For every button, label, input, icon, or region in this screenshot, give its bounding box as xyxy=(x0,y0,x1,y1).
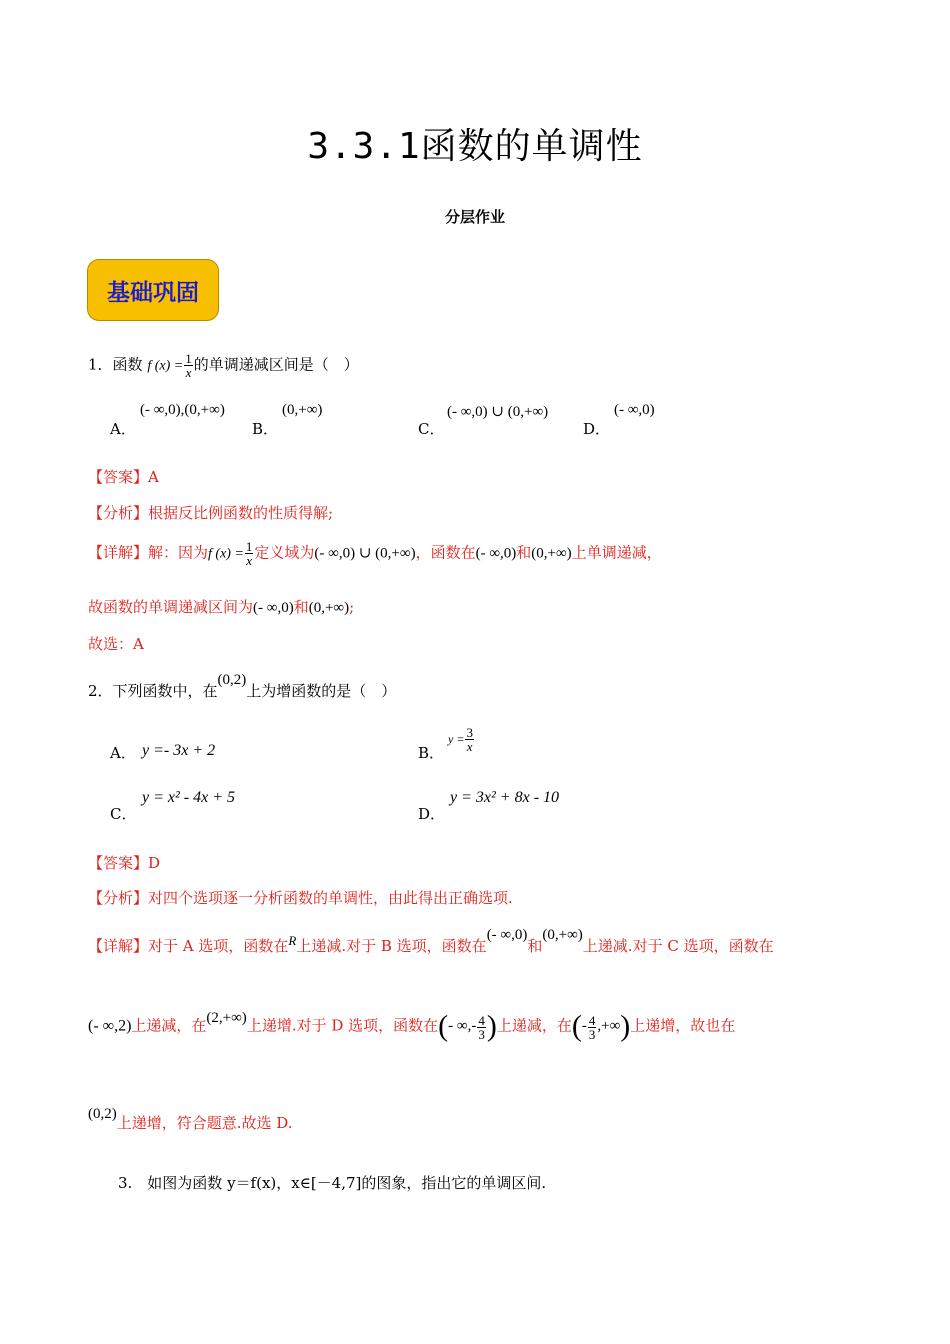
q3-stem: 3. 如图为函数 y＝f(x)，x∈[－4,7]的图象，指出它的单调区间. xyxy=(118,1174,547,1192)
q2-answer: 【答案】D xyxy=(88,854,161,872)
q1-stem: 1．函数 f (x) = $\frac{1}{x}$ 的单调递减区间是（ ） xyxy=(88,351,359,380)
q2-detail: 【详解】对于 A 选项，函数在R上递减.对于 B 选项，函数在(- ∞,0)和(0,+∞)上递减.对于 C 选项，函数在 xyxy=(88,927,774,955)
page-title: 3.3.1函数的单调性 xyxy=(307,126,643,167)
q1-option-b: (0,+∞) xyxy=(282,402,323,418)
q2-option-c-label: C． xyxy=(110,805,137,823)
q1-option-d-label: D． xyxy=(583,420,611,438)
q1-option-c: (- ∞,0) ∪ (0,+∞) xyxy=(447,404,549,420)
q2-analysis: 【分析】对四个选项逐一分析函数的单调性，由此得出正确选项. xyxy=(88,889,513,907)
section-badge: 基础巩固 xyxy=(87,259,219,321)
q2-option-c: y = x² - 4x + 5 xyxy=(142,789,236,806)
q1-final: 故选：A xyxy=(88,635,144,653)
q2-option-a-label: A． xyxy=(110,744,136,762)
q1-option-b-label: B． xyxy=(252,420,279,438)
q2-stem: 2．下列函数中，在(0,2)上为增函数的是（ ） xyxy=(88,672,397,700)
q2-option-b-label: B． xyxy=(418,744,445,762)
q1-option-d: (- ∞,0) xyxy=(614,402,655,418)
q1-option-a-label: A． xyxy=(110,420,136,438)
q1-detail: 【详解】解：因为f (x) = $\frac{1}{x}$ 定义域为(- ∞,0) ∪ (0,+∞)，函数在(- ∞,0)和(0,+∞)上单调递减， xyxy=(88,539,662,568)
q2-option-a: y =- 3x + 2 xyxy=(142,742,216,759)
q1-analysis: 【分析】根据反比例函数的性质得解; xyxy=(88,504,334,522)
q2-detail-line2: (- ∞,2)上递减，在(2,+∞)上递增.对于 D 选项，函数在(- ∞,- $\frac{4}{3}$ )上递减，在(- $\frac{4}{3}$ ,+∞)上递增，故也在 xyxy=(88,1010,736,1043)
q2-option-b: y = $\frac{3}{x}$ xyxy=(448,725,473,754)
q2-detail-line3: (0,2)上递增，符合题意.故选 D. xyxy=(88,1106,293,1132)
q1-option-c-label: C． xyxy=(418,420,445,438)
q1-answer: 【答案】A xyxy=(88,468,159,486)
q1-option-a: (- ∞,0),(0,+∞) xyxy=(140,402,225,418)
q2-option-d: y = 3x² + 8x - 10 xyxy=(450,789,560,806)
q2-option-d-label: D． xyxy=(418,805,446,823)
page-subtitle: 分层作业 xyxy=(444,208,505,226)
q1-detail-line2: 故函数的单调递减区间为(- ∞,0)和(0,+∞); xyxy=(88,598,355,616)
